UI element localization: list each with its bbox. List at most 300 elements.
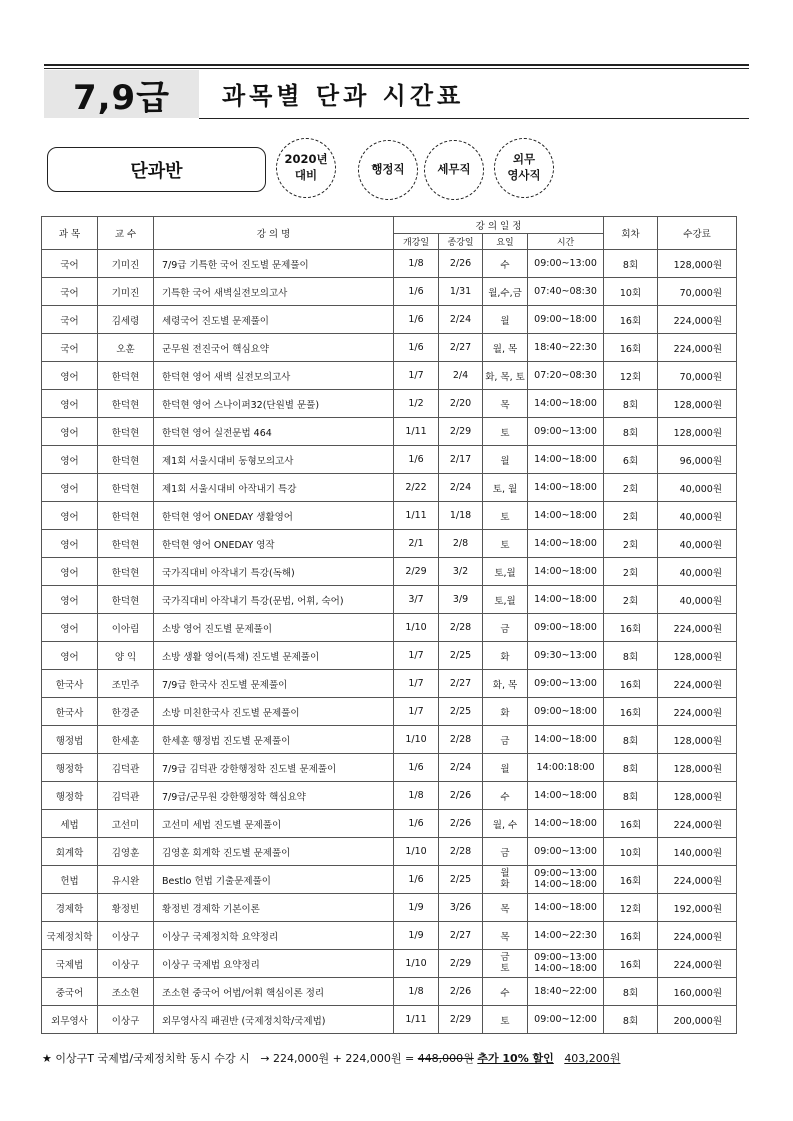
cell-sessions: 8회	[604, 642, 658, 670]
badge-foreign-service	[494, 138, 554, 198]
cell-sessions: 10회	[604, 278, 658, 306]
cell-lecture: 제1회 서울시대비 아작내기 특강	[154, 474, 394, 502]
cell-teacher: 기미진	[98, 278, 154, 306]
cell-fee: 224,000원	[658, 614, 737, 642]
cell-lecture: 제1회 서울시대비 동형모의고사	[154, 446, 394, 474]
cell-sessions: 16회	[604, 334, 658, 362]
cell-sessions: 16회	[604, 866, 658, 894]
star-icon: ★	[42, 1052, 52, 1065]
cell-teacher: 기미진	[98, 250, 154, 278]
badge-2020-target	[276, 138, 336, 198]
table-row	[42, 950, 737, 978]
cell-sessions: 8회	[604, 726, 658, 754]
cell-teacher: 한덕현	[98, 474, 154, 502]
cell-time: 18:40~22:00	[528, 978, 604, 1006]
cell-subject: 영어	[42, 418, 98, 446]
cell-lecture: 김영훈 회계학 진도별 문제풀이	[154, 838, 394, 866]
cell-day: 화, 목, 토	[483, 362, 528, 390]
cell-fee: 224,000원	[658, 670, 737, 698]
header-sessions: 회차	[604, 217, 658, 250]
header-lecture: 강 의 명	[154, 217, 394, 250]
cell-time: 14:00~18:00	[528, 474, 604, 502]
cell-sessions: 2회	[604, 586, 658, 614]
cell-start-date: 1/7	[394, 670, 439, 698]
cell-lecture: 이상구 국제정치학 요약정리	[154, 922, 394, 950]
cell-sessions: 10회	[604, 838, 658, 866]
cell-teacher: 한덕현	[98, 530, 154, 558]
cell-subject: 영어	[42, 614, 98, 642]
title-underline	[199, 118, 749, 119]
cell-day: 토, 월	[483, 474, 528, 502]
cell-time: 09:00~12:00	[528, 1006, 604, 1034]
cell-lecture: 소방 생활 영어(특채) 진도별 문제풀이	[154, 642, 394, 670]
cell-end-date: 2/24	[439, 306, 483, 334]
cell-day: 토	[483, 530, 528, 558]
cell-lecture: 외무영사직 패권반 (국제정치학/국제법)	[154, 1006, 394, 1034]
cell-time-line: 09:00~13:00	[534, 952, 597, 964]
badge-tax	[424, 140, 484, 200]
cell-time: 14:00~18:00	[528, 782, 604, 810]
cell-fee: 200,000원	[658, 1006, 737, 1034]
header-start: 개강일	[394, 234, 439, 250]
cell-time: 14:00~18:00	[528, 894, 604, 922]
cell-fee: 224,000원	[658, 334, 737, 362]
cell-day: 화	[483, 642, 528, 670]
cell-end-date: 2/27	[439, 670, 483, 698]
cell-start-date: 2/29	[394, 558, 439, 586]
cell-start-date: 1/7	[394, 362, 439, 390]
top-double-rule	[44, 64, 749, 66]
cell-day: 토,월	[483, 558, 528, 586]
cell-time: 14:00~18:00	[528, 390, 604, 418]
cell-day	[483, 950, 528, 978]
cell-lecture: 7/9급/군무원 강한행정학 핵심요약	[154, 782, 394, 810]
cell-teacher: 한덕현	[98, 502, 154, 530]
table-row	[42, 894, 737, 922]
cell-end-date: 2/29	[439, 418, 483, 446]
cell-end-date: 1/31	[439, 278, 483, 306]
badge-line: 행정직	[371, 162, 405, 177]
cell-start-date: 1/10	[394, 614, 439, 642]
cell-day: 월, 수	[483, 810, 528, 838]
header-subject: 과 목	[42, 217, 98, 250]
cell-teacher: 한덕현	[98, 558, 154, 586]
cell-sessions: 12회	[604, 362, 658, 390]
cell-teacher: 황정빈	[98, 894, 154, 922]
cell-lecture: 한덕현 영어 ONEDAY 영작	[154, 530, 394, 558]
cell-subject: 영어	[42, 502, 98, 530]
cell-day: 목	[483, 922, 528, 950]
cell-end-date: 3/9	[439, 586, 483, 614]
cell-day-line: 화	[500, 878, 510, 890]
cell-end-date: 1/18	[439, 502, 483, 530]
cell-subject: 영어	[42, 586, 98, 614]
cell-lecture: 이상구 국제법 요약정리	[154, 950, 394, 978]
cell-sessions: 16회	[604, 810, 658, 838]
cell-end-date: 2/26	[439, 810, 483, 838]
cell-end-date: 2/17	[439, 446, 483, 474]
cell-day: 화	[483, 698, 528, 726]
cell-end-date: 2/4	[439, 362, 483, 390]
cell-time: 09:00~13:00	[528, 670, 604, 698]
cell-sessions: 2회	[604, 530, 658, 558]
cell-time-line: 09:00~13:00	[534, 868, 597, 880]
cell-subject: 국제정치학	[42, 922, 98, 950]
badge-admin	[358, 140, 418, 200]
cell-day: 금	[483, 614, 528, 642]
cell-day: 월	[483, 446, 528, 474]
table-row	[42, 390, 737, 418]
cell-teacher: 김세령	[98, 306, 154, 334]
cell-subject: 영어	[42, 446, 98, 474]
cell-end-date: 2/26	[439, 782, 483, 810]
cell-teacher: 한덕현	[98, 446, 154, 474]
cell-time: 09:30~13:00	[528, 642, 604, 670]
cell-time: 14:00~18:00	[528, 586, 604, 614]
table-row	[42, 614, 737, 642]
cell-time: 14:00~18:00	[528, 446, 604, 474]
cell-day: 토	[483, 502, 528, 530]
cell-start-date: 1/11	[394, 1006, 439, 1034]
cell-fee: 192,000원	[658, 894, 737, 922]
cell-time: 09:00~13:00	[528, 418, 604, 446]
table-row	[42, 418, 737, 446]
cell-start-date: 2/22	[394, 474, 439, 502]
cell-day: 월	[483, 306, 528, 334]
cell-end-date: 3/26	[439, 894, 483, 922]
cell-teacher: 오훈	[98, 334, 154, 362]
cell-day: 화, 목	[483, 670, 528, 698]
cell-lecture: 고선미 세법 진도별 문제풀이	[154, 810, 394, 838]
cell-subject: 세법	[42, 810, 98, 838]
cell-start-date: 1/10	[394, 726, 439, 754]
cell-sessions: 2회	[604, 474, 658, 502]
cell-fee: 224,000원	[658, 306, 737, 334]
header-end: 종강일	[439, 234, 483, 250]
cell-day	[483, 866, 528, 894]
cell-end-date: 2/29	[439, 1006, 483, 1034]
table-row	[42, 530, 737, 558]
cell-sessions: 16회	[604, 950, 658, 978]
cell-day: 토	[483, 1006, 528, 1034]
cell-teacher: 한경준	[98, 698, 154, 726]
class-type-label: 단과반	[47, 147, 266, 192]
cell-fee: 128,000원	[658, 754, 737, 782]
cell-sessions: 8회	[604, 754, 658, 782]
discount-note	[42, 1050, 620, 1066]
cell-start-date: 1/9	[394, 894, 439, 922]
cell-time: 14:00~18:00	[528, 558, 604, 586]
cell-subject: 행정학	[42, 782, 98, 810]
cell-teacher: 한덕현	[98, 362, 154, 390]
cell-end-date: 2/28	[439, 838, 483, 866]
cell-end-date: 2/25	[439, 866, 483, 894]
table-row	[42, 810, 737, 838]
cell-sessions: 2회	[604, 502, 658, 530]
cell-teacher: 이상구	[98, 950, 154, 978]
cell-subject: 경제학	[42, 894, 98, 922]
cell-day: 토	[483, 418, 528, 446]
cell-start-date: 1/11	[394, 418, 439, 446]
table-row	[42, 502, 737, 530]
cell-sessions: 2회	[604, 558, 658, 586]
cell-start-date: 1/8	[394, 782, 439, 810]
cell-lecture: Bestlo 헌법 기출문제풀이	[154, 866, 394, 894]
cell-time: 14:00:18:00	[528, 754, 604, 782]
cell-lecture: 기특한 국어 새벽실전모의고사	[154, 278, 394, 306]
cell-lecture: 7/9급 한국사 진도별 문제풀이	[154, 670, 394, 698]
cell-day: 수	[483, 782, 528, 810]
table-row	[42, 866, 737, 894]
cell-fee: 96,000원	[658, 446, 737, 474]
cell-time	[528, 950, 604, 978]
cell-end-date: 2/27	[439, 334, 483, 362]
cell-day-line: 토	[500, 962, 510, 974]
cell-lecture: 세령국어 진도별 문제풀이	[154, 306, 394, 334]
cell-teacher: 이아림	[98, 614, 154, 642]
cell-subject: 영어	[42, 474, 98, 502]
table-row	[42, 474, 737, 502]
table-row	[42, 726, 737, 754]
cell-time-line: 14:00~18:00	[534, 962, 597, 974]
cell-fee: 70,000원	[658, 362, 737, 390]
cell-teacher: 한덕현	[98, 586, 154, 614]
cell-end-date: 2/25	[439, 698, 483, 726]
cell-end-date: 2/28	[439, 726, 483, 754]
cell-sessions: 16회	[604, 306, 658, 334]
cell-fee: 224,000원	[658, 866, 737, 894]
cell-sessions: 16회	[604, 670, 658, 698]
cell-subject: 한국사	[42, 670, 98, 698]
grade-label: 7,9급	[44, 70, 199, 118]
cell-lecture: 한덕현 영어 ONEDAY 생활영어	[154, 502, 394, 530]
header-day: 요일	[483, 234, 528, 250]
cell-day: 수	[483, 978, 528, 1006]
cell-fee: 40,000원	[658, 502, 737, 530]
cell-fee: 40,000원	[658, 474, 737, 502]
cell-day: 월	[483, 754, 528, 782]
cell-teacher: 김덕관	[98, 754, 154, 782]
table-row	[42, 642, 737, 670]
cell-time-line: 14:00~18:00	[534, 878, 597, 890]
badge-line: 외무	[512, 152, 536, 167]
cell-time: 07:20~08:30	[528, 362, 604, 390]
page-title: 과목별 단과 시간표	[222, 82, 465, 110]
table-row	[42, 782, 737, 810]
cell-start-date: 1/6	[394, 334, 439, 362]
cell-lecture: 조소현 중국어 어법/어휘 핵심이론 정리	[154, 978, 394, 1006]
table-row	[42, 362, 737, 390]
cell-day: 금	[483, 838, 528, 866]
cell-time: 14:00~22:30	[528, 922, 604, 950]
cell-fee: 128,000원	[658, 782, 737, 810]
cell-end-date: 2/8	[439, 530, 483, 558]
cell-fee: 140,000원	[658, 838, 737, 866]
cell-subject: 중국어	[42, 978, 98, 1006]
cell-teacher: 김덕관	[98, 782, 154, 810]
table-row	[42, 1006, 737, 1034]
cell-fee: 128,000원	[658, 726, 737, 754]
cell-time	[528, 866, 604, 894]
original-price: 448,000원	[417, 1052, 474, 1065]
cell-fee: 160,000원	[658, 978, 737, 1006]
cell-teacher: 한세훈	[98, 726, 154, 754]
badge-line: 대비	[294, 168, 318, 182]
cell-sessions: 8회	[604, 782, 658, 810]
table-row	[42, 754, 737, 782]
cell-start-date: 1/8	[394, 250, 439, 278]
cell-lecture: 황정빈 경제학 기본이론	[154, 894, 394, 922]
table-row	[42, 838, 737, 866]
table-row	[42, 446, 737, 474]
cell-sessions: 16회	[604, 698, 658, 726]
cell-fee: 40,000원	[658, 586, 737, 614]
cell-time: 09:00~18:00	[528, 614, 604, 642]
cell-fee: 224,000원	[658, 810, 737, 838]
cell-lecture: 한덕현 영어 새벽 실전모의고사	[154, 362, 394, 390]
cell-time: 09:00~18:00	[528, 698, 604, 726]
cell-fee: 128,000원	[658, 642, 737, 670]
cell-teacher: 한덕현	[98, 418, 154, 446]
table-row	[42, 334, 737, 362]
cell-teacher: 이상구	[98, 922, 154, 950]
cell-end-date: 2/20	[439, 390, 483, 418]
cell-teacher: 고선미	[98, 810, 154, 838]
cell-start-date: 1/6	[394, 278, 439, 306]
cell-start-date: 1/6	[394, 810, 439, 838]
cell-day: 목	[483, 390, 528, 418]
header-time: 시간	[528, 234, 604, 250]
cell-sessions: 6회	[604, 446, 658, 474]
cell-time: 14:00~18:00	[528, 726, 604, 754]
header-schedule: 강 의 일 정	[394, 217, 604, 234]
cell-day: 수	[483, 250, 528, 278]
cell-start-date: 1/10	[394, 838, 439, 866]
cell-day: 월, 목	[483, 334, 528, 362]
table-row	[42, 278, 737, 306]
cell-subject: 회계학	[42, 838, 98, 866]
cell-end-date: 2/26	[439, 250, 483, 278]
schedule-table	[41, 216, 737, 1034]
cell-end-date: 2/24	[439, 754, 483, 782]
cell-start-date: 1/6	[394, 306, 439, 334]
table-row	[42, 922, 737, 950]
table-row	[42, 586, 737, 614]
cell-subject: 행정학	[42, 754, 98, 782]
cell-time: 07:40~08:30	[528, 278, 604, 306]
cell-lecture: 국가직대비 아작내기 특강(독해)	[154, 558, 394, 586]
cell-day: 금	[483, 726, 528, 754]
cell-fee: 224,000원	[658, 698, 737, 726]
cell-start-date: 1/10	[394, 950, 439, 978]
final-price: 403,200원	[564, 1052, 621, 1065]
cell-sessions: 8회	[604, 390, 658, 418]
cell-fee: 40,000원	[658, 558, 737, 586]
cell-time: 14:00~18:00	[528, 502, 604, 530]
discount-note-text: 이상구T 국제법/국제정치학 동시 수강 시	[55, 1052, 250, 1065]
cell-end-date: 3/2	[439, 558, 483, 586]
cell-teacher: 조민주	[98, 670, 154, 698]
cell-day-line: 금	[500, 952, 510, 964]
cell-sessions: 8회	[604, 978, 658, 1006]
cell-fee: 40,000원	[658, 530, 737, 558]
cell-start-date: 1/8	[394, 978, 439, 1006]
cell-day-line: 월	[500, 868, 510, 880]
cell-start-date: 2/1	[394, 530, 439, 558]
cell-day: 목	[483, 894, 528, 922]
cell-time: 09:00~18:00	[528, 306, 604, 334]
cell-lecture: 7/9급 기특한 국어 진도별 문제풀이	[154, 250, 394, 278]
cell-subject: 국어	[42, 334, 98, 362]
cell-teacher: 한덕현	[98, 390, 154, 418]
cell-subject: 영어	[42, 530, 98, 558]
cell-lecture: 한세훈 행정법 진도별 문제풀이	[154, 726, 394, 754]
cell-fee: 224,000원	[658, 922, 737, 950]
cell-subject: 영어	[42, 558, 98, 586]
cell-subject: 국어	[42, 278, 98, 306]
cell-end-date: 2/24	[439, 474, 483, 502]
cell-end-date: 2/28	[439, 614, 483, 642]
cell-lecture: 한덕현 영어 스나이퍼32(단원별 문풀)	[154, 390, 394, 418]
cell-lecture: 소방 미친한국사 진도별 문제풀이	[154, 698, 394, 726]
cell-sessions: 8회	[604, 1006, 658, 1034]
cell-day: 월,수,금	[483, 278, 528, 306]
cell-teacher: 이상구	[98, 1006, 154, 1034]
table-row	[42, 978, 737, 1006]
cell-subject: 국제법	[42, 950, 98, 978]
cell-subject: 외무영사	[42, 1006, 98, 1034]
cell-lecture: 한덕현 영어 실전문법 464	[154, 418, 394, 446]
cell-start-date: 1/6	[394, 754, 439, 782]
badge-line: 세무직	[437, 162, 471, 177]
cell-lecture: 소방 영어 진도별 문제풀이	[154, 614, 394, 642]
cell-subject: 국어	[42, 306, 98, 334]
cell-teacher: 양 익	[98, 642, 154, 670]
cell-fee: 70,000원	[658, 278, 737, 306]
cell-sessions: 16회	[604, 922, 658, 950]
cell-start-date: 1/7	[394, 642, 439, 670]
badge-line: 2020년	[284, 152, 328, 167]
schedule-body	[42, 250, 737, 1034]
table-row	[42, 250, 737, 278]
table-row	[42, 558, 737, 586]
cell-start-date: 1/7	[394, 698, 439, 726]
cell-time: 09:00~13:00	[528, 250, 604, 278]
cell-end-date: 2/26	[439, 978, 483, 1006]
table-row	[42, 670, 737, 698]
header-teacher: 교 수	[98, 217, 154, 250]
cell-start-date: 1/2	[394, 390, 439, 418]
cell-sessions: 8회	[604, 418, 658, 446]
table-row	[42, 698, 737, 726]
cell-subject: 영어	[42, 362, 98, 390]
cell-start-date: 1/11	[394, 502, 439, 530]
cell-subject: 국어	[42, 250, 98, 278]
cell-fee: 128,000원	[658, 418, 737, 446]
cell-teacher: 김영훈	[98, 838, 154, 866]
cell-lecture: 7/9급 김덕관 강한행정학 진도별 문제풀이	[154, 754, 394, 782]
cell-time: 14:00~18:00	[528, 810, 604, 838]
cell-time: 18:40~22:30	[528, 334, 604, 362]
cell-sessions: 8회	[604, 250, 658, 278]
cell-start-date: 1/6	[394, 446, 439, 474]
cell-end-date: 2/25	[439, 642, 483, 670]
cell-subject: 행정법	[42, 726, 98, 754]
header-fee: 수강료	[658, 217, 737, 250]
discount-calc: → 224,000원 + 224,000원 =	[260, 1052, 415, 1065]
table-row	[42, 306, 737, 334]
cell-subject: 영어	[42, 642, 98, 670]
